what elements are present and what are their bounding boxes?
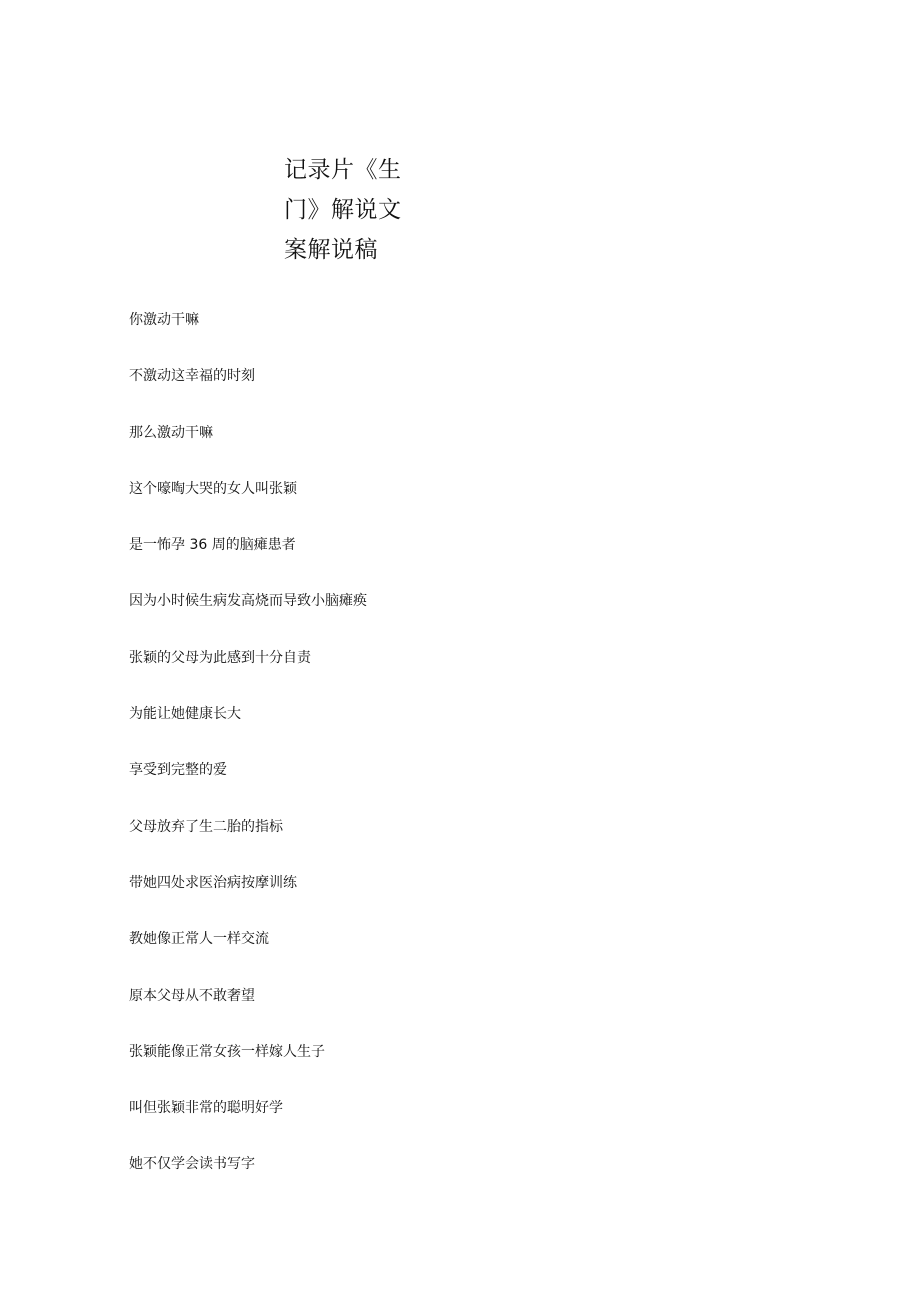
narration-line: 这个嚎啕大哭的女人叫张颖: [129, 480, 297, 497]
document-title: [284, 150, 414, 270]
narration-line: 为能让她健康长大: [129, 706, 241, 723]
narration-line: 张颖的父母为此感到十分自责: [129, 649, 311, 666]
narration-line: 张颖能像正常女孩一样嫁人生子: [129, 1043, 325, 1060]
narration-line: 不激动这幸福的时刻: [129, 368, 255, 385]
narration-line: 你激动干嘛: [129, 312, 199, 328]
narration-line: 教她像正常人一样交流: [129, 931, 269, 948]
narration-line: 原本父母从不敢奢望: [129, 987, 255, 1004]
narration-line: 带她四处求医治病按摩训练: [129, 874, 297, 891]
narration-line: 享受到完整的爱: [129, 762, 227, 779]
narration-line: 那么激动干嘛: [129, 424, 213, 441]
narration-line: 叫但张颖非常的聪明好学: [129, 1100, 283, 1117]
title-line: 门》解说文: [284, 197, 402, 223]
narration-line: 是一怖孕 36 周的脑瘫患者: [129, 537, 296, 554]
narration-lines: [129, 309, 367, 1210]
narration-line: 因为小时候生病发高烧而导致小脑瘫痪: [129, 593, 367, 610]
title-line: 记录片《生: [284, 157, 402, 183]
narration-line: 父母放弃了生二胎的指标: [129, 818, 283, 835]
narration-line: 她不仅学会读书写字: [129, 1156, 255, 1173]
title-line: 案解说稿: [284, 237, 378, 263]
